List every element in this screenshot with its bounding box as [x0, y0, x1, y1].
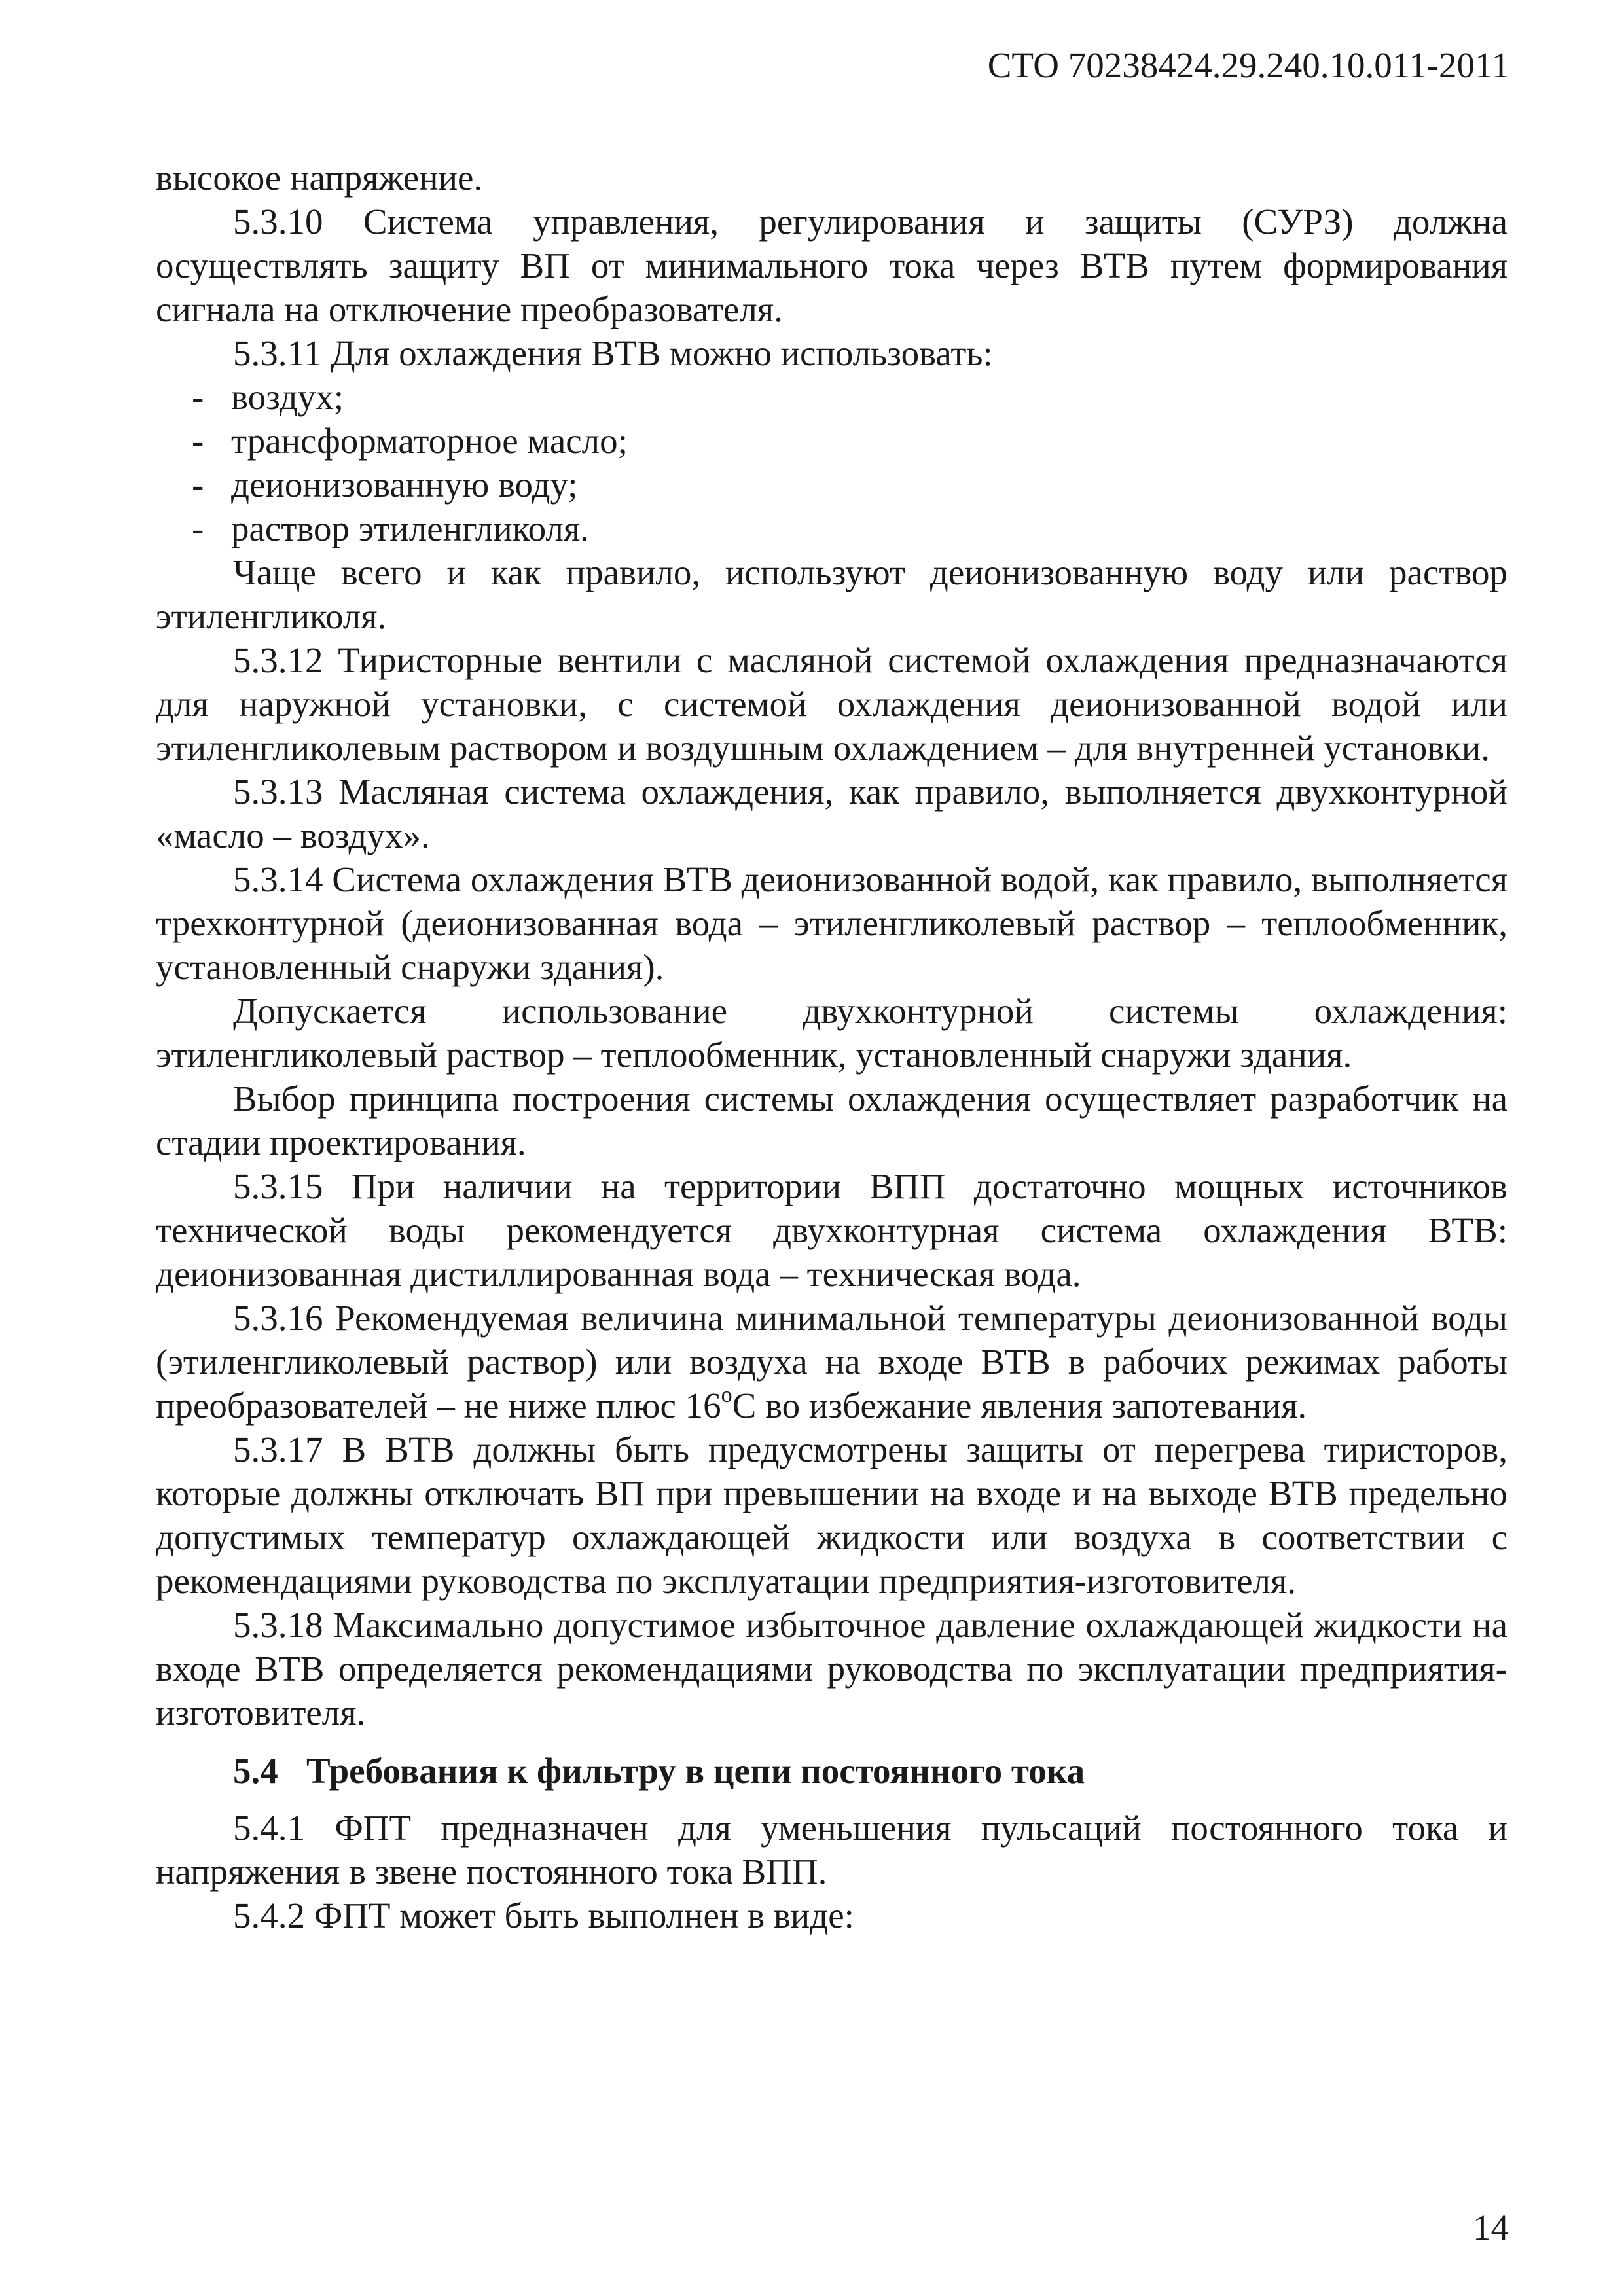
- paragraph-usage-note: Чаще всего и как правило, используют деионизованную воду или раствор этиленгликоля.: [156, 552, 1507, 636]
- page-number: 14: [1473, 2208, 1509, 2248]
- list-dash: -: [192, 509, 204, 548]
- list-dash: -: [192, 377, 204, 417]
- list-item-text: раствор этиленгликоля.: [231, 509, 589, 548]
- paragraph-5-3-16-text-end: С во избежание явления запотевания.: [732, 1386, 1307, 1426]
- paragraph-continuation: высокое напряжение.: [156, 158, 483, 198]
- list-item-text: деионизованную воду;: [231, 465, 578, 505]
- list-item-air: [156, 375, 1507, 419]
- paragraph-5-4-2: 5.4.2 ФПТ может быть выполнен в виде:: [233, 1895, 854, 1935]
- section-heading-5-4: [156, 1749, 1507, 1793]
- list-item-transformer-oil: [156, 419, 1507, 463]
- paragraph-5-3-16: [156, 1296, 1507, 1427]
- list-item-text: трансформаторное масло;: [231, 421, 628, 461]
- paragraph-5-3-10: 5.3.10 Система управления, регулирования и защиты (СУРЗ) должна осуществлять защиту ВП от минимального тока через ВТВ путем формирования сигнала на отключение преобразователя.: [156, 202, 1507, 329]
- document-body: [156, 156, 1507, 1937]
- paragraph-5-3-11: 5.3.11 Для охлаждения ВТВ можно использовать:: [233, 333, 993, 373]
- list-item-deionized-water: [156, 463, 1507, 507]
- paragraph-5-3-18: 5.3.18 Максимально допустимое избыточное давление охлаждающей жидкости на входе ВТВ определяется рекомендациями руководства по эксплуатации предприятия-изготовителя.: [156, 1605, 1507, 1732]
- paragraph-design-choice: Выбор принципа построения системы охлаждения осуществляет разработчик на стадии проектирования.: [156, 1079, 1507, 1162]
- list-item-ethylene-glycol: [156, 507, 1507, 550]
- list-dash: -: [192, 465, 204, 505]
- degree-superscript: о: [721, 1383, 732, 1407]
- list-item-text: воздух;: [231, 377, 344, 417]
- section-number: 5.4: [233, 1751, 278, 1791]
- paragraph-5-3-17: 5.3.17 В ВТВ должны быть предусмотрены защиты от перегрева тиристоров, которые должны отключать ВП при превышении на входе и на выходе ВТВ предельно допустимых температур охлаждающей жидкости или воздуха в соответствии с рекомендациями руководства по эксплуатации предприятия-изготовителя.: [156, 1429, 1507, 1601]
- paragraph-two-circuit-allowed: Допускается использование двухконтурной системы охлаждения: этиленгликолевый раствор – теплообменник, установленный снаружи здания.: [156, 991, 1507, 1075]
- list-dash: -: [192, 421, 204, 461]
- document-code: СТО 70238424.29.240.10.011-2011: [987, 45, 1509, 85]
- section-title: Требования к фильтру в цепи постоянного тока: [306, 1751, 1085, 1791]
- paragraph-5-4-1: 5.4.1 ФПТ предназначен для уменьшения пульсаций постоянного тока и напряжения в звене постоянного тока ВПП.: [156, 1808, 1507, 1892]
- paragraph-5-3-14: 5.3.14 Система охлаждения ВТВ деионизованной водой, как правило, выполняется трехконтурной (деионизованная вода – этиленгликолевый раствор – теплообменник, установленный снаружи здания).: [156, 859, 1507, 987]
- paragraph-5-3-13: 5.3.13 Масляная система охлаждения, как правило, выполняется двухконтурной «масло – воздух».: [156, 772, 1507, 855]
- paragraph-5-3-16-text: 5.3.16 Рекомендуемая величина минимальной температуры деионизованной воды (этиленгликолевый раствор) или воздуха на входе ВТВ в рабочих режимах работы преобразователей – не ниже плюс 16: [156, 1298, 1507, 1426]
- paragraph-5-3-12: 5.3.12 Тиристорные вентили с масляной системой охлаждения предназначаются для наружной установки, с системой охлаждения деионизованной водой или этиленгликолевым раствором и воздушным охлаждением – для внутренней установки.: [156, 640, 1507, 768]
- paragraph-5-3-15: 5.3.15 При наличии на территории ВПП достаточно мощных источников технической воды рекомендуется двухконтурная система охлаждения ВТВ: деионизованная дистиллированная вода – техническая вода.: [156, 1166, 1507, 1294]
